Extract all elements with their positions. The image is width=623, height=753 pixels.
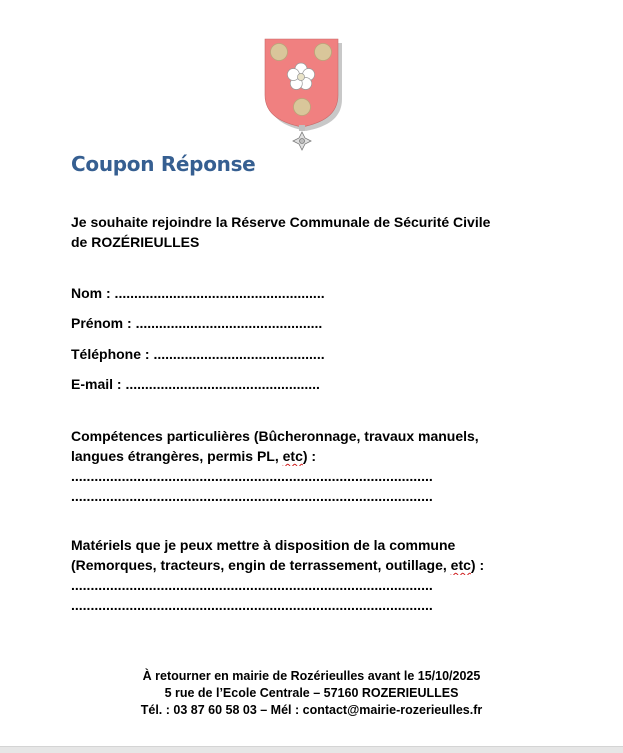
footer-line-1: À retourner en mairie de Rozérieulles avant le 15/10/2025 — [142, 669, 481, 683]
materiels-answer-line-2[interactable]: ............................................................................................. — [71, 597, 433, 613]
materiels-answer-line-1[interactable]: ............................................................................................. — [71, 577, 433, 593]
competences-answer-line-2[interactable]: ............................................................................................. — [71, 488, 433, 504]
crest-logo — [262, 37, 342, 155]
competences-line-1: Compétences particulières (Bûcheronnage, travaux manuels, — [71, 428, 479, 444]
materiels-line-2: (Remorques, tracteurs, engin de terrassement, outillage, etc) : — [71, 557, 485, 573]
materiels-line-1: Matériels que je peux mettre à disposition de la commune — [71, 537, 456, 553]
competences-line-2: langues étrangères, permis PL, etc) : — [71, 448, 317, 464]
intro-line-2: de ROZÉRIEULLES — [71, 234, 200, 250]
email-field[interactable]: E-mail : .................................................. — [71, 376, 320, 392]
footer-contact — [0, 668, 623, 719]
intro-line-1: Je souhaite rejoindre la Réserve Communale de Sécurité Civile — [71, 214, 491, 230]
footer-address: 5 rue de l’Ecole Centrale – 57160 ROZERIEULLES — [164, 686, 459, 700]
page-title: Coupon Réponse — [71, 152, 256, 176]
prenom-field[interactable]: Prénom : ................................................ — [71, 315, 323, 331]
materiels-section — [71, 535, 551, 615]
competences-answer-line-1[interactable]: ............................................................................................. — [71, 468, 433, 484]
nom-field[interactable]: Nom : ...................................................... — [71, 285, 325, 301]
telephone-field[interactable]: Téléphone : ............................................ — [71, 346, 325, 362]
competences-section — [71, 426, 551, 506]
footer-phone-email: Tél. : 03 87 60 58 03 – Mél : contact@mairie-rozerieulles.fr — [140, 703, 483, 717]
intro-statement — [71, 212, 551, 252]
